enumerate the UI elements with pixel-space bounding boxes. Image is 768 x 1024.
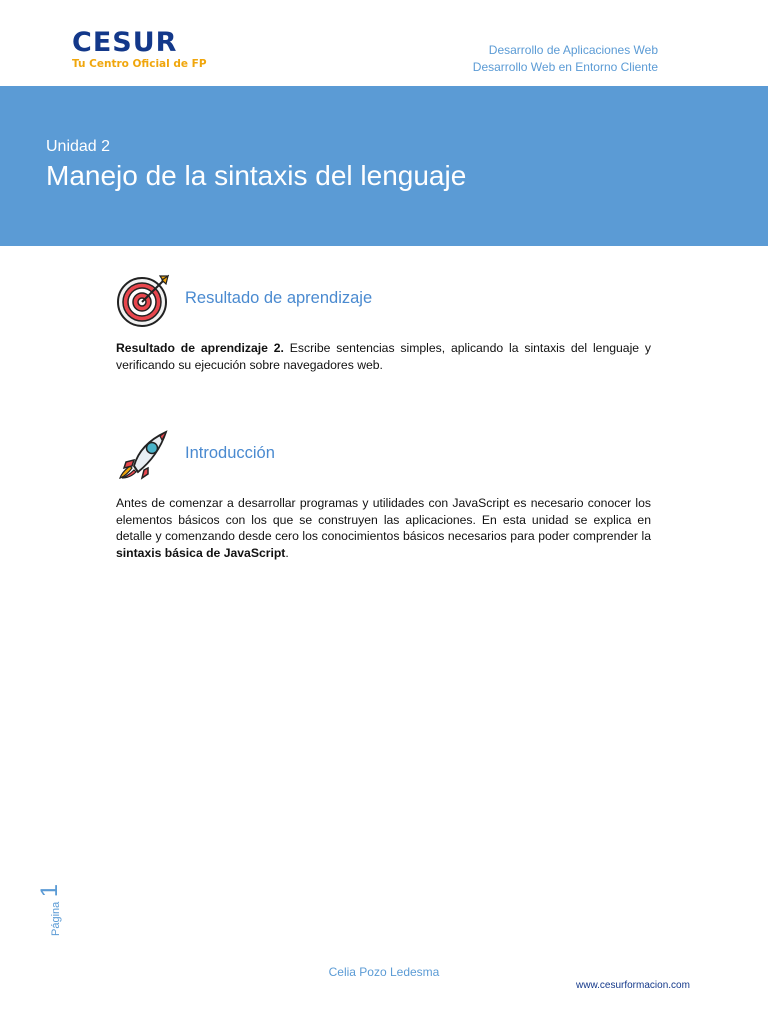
page-number: 1 xyxy=(36,883,63,898)
unit-label: Unidad 2 xyxy=(46,138,111,155)
page-word: Página xyxy=(50,901,62,936)
target-icon xyxy=(116,272,172,328)
introduccion-bold: sintaxis básica de JavaScript xyxy=(116,545,286,560)
page-title: Manejo de la sintaxis del lenguaje xyxy=(46,160,467,191)
introduccion-text: Antes de comenzar a desarrollar programas y utilidades con JavaScript es necesario conocer los elementos básicos con los que se construyen las aplicaciones. En esta unidad se explica en detalle y comenzando desde cero los conocimientos básicos necesarios para poder comprender la xyxy=(116,496,651,543)
course-line-1: Desarrollo de Aplicaciones Web xyxy=(488,43,658,57)
section-heading-introduccion: Introducción xyxy=(185,444,275,462)
resultado-lead: Resultado de aprendizaje 2. xyxy=(116,341,284,355)
resultado-text: Escribe sentencias simples, aplicando la sintaxis del lenguaje y verificando su ejecución sobre navegadores web. xyxy=(116,341,652,372)
course-info xyxy=(473,42,658,76)
title-banner xyxy=(0,86,768,246)
course-line-2: Desarrollo Web en Entorno Cliente xyxy=(472,60,658,74)
page-number-label xyxy=(38,884,78,944)
cesur-logo xyxy=(72,28,222,70)
logo-brand: CESUR xyxy=(72,27,178,58)
resultado-paragraph xyxy=(116,340,651,373)
introduccion-end: . xyxy=(285,545,289,560)
footer-author: Celia Pozo Ledesma xyxy=(328,965,440,979)
footer-url[interactable]: www.cesurformacion.com xyxy=(576,980,690,991)
logo-tagline: Tu Centro Oficial de FP xyxy=(72,58,207,70)
introduccion-paragraph xyxy=(116,495,651,561)
rocket-icon xyxy=(116,426,172,482)
section-heading-resultado: Resultado de aprendizaje xyxy=(185,289,373,307)
